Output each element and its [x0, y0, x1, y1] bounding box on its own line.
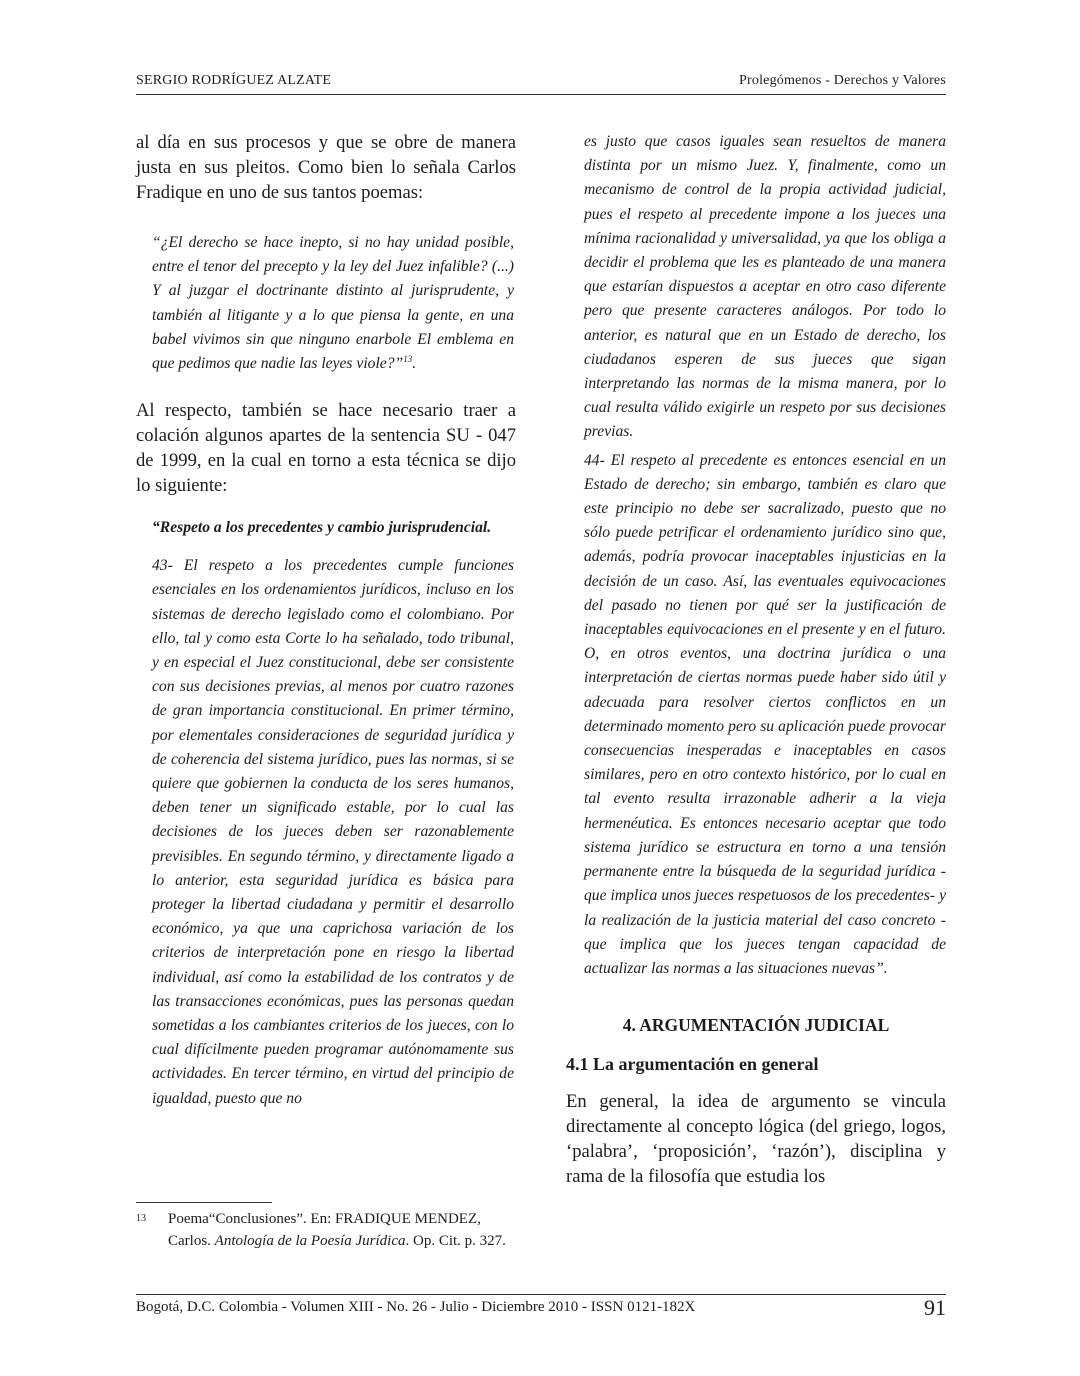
footnote-text	[168, 1208, 516, 1252]
section-title: 4. ARGUMENTACIÓN JUDICIAL	[622, 1015, 890, 1036]
page-number: 91	[924, 1295, 946, 1320]
running-footer	[136, 1294, 946, 1323]
paragraph-sentencia: Al respecto, también se hace necesario traer a colación algunos apartes de la sentencia SU - 047 de 1999, en la cual en torno a esta técnica se dijo lo siguiente:	[136, 400, 516, 497]
footnote-text-end: . Op. Cit. p. 327.	[405, 1233, 506, 1249]
running-header	[136, 70, 946, 95]
quote-paragraph-43-cont: es justo que casos iguales sean resueltos de manera distinta por un mismo Juez. Y, finalmente, como un mecanismo de control de la propia actividad judicial, pues el respeto al precedente impone a los jueces una mínima racionalidad y universalidad, ya que los obliga a decidir el problema que les es planteado de una manera que estarían dispuestos a aceptar en otro caso diferente pero que presente caracteres análogos. Por todo lo anterior, es natural que en un Estado de derecho, los ciudadanos esperen de sus jueces que sigan interpretando las normas de la misma manera, por lo cual resulta válido exigirle un respeto por sus decisiones previas.	[584, 133, 946, 441]
footnote-text-start: Poema“Conclusiones”. En: FRADIQUE MENDEZ, Carlos.	[168, 1211, 481, 1249]
header-author: SERGIO RODRÍGUEZ ALZATE	[136, 73, 332, 88]
poem-quote	[152, 231, 514, 376]
poem-quote-text: “¿El derecho se hace inepto, si no hay unidad posible, entre el tenor del precepto y la ley del Juez infalible? (...) Y al juzgar el doctrinante distinto al jurisprudente, y también al litigante y a lo que piensa la gente, en una babel vivimos sin que ninguno enarbole El emblema en que pedimos que nadie las leyes viole?”	[152, 234, 514, 373]
subsection-title: 4.1 La argumentación en general	[566, 1054, 819, 1075]
quote-heading: “Respeto a los precedentes y cambio jurisprudencial.	[152, 519, 492, 537]
footnote-divider	[136, 1202, 272, 1203]
footer-journal-info: Bogotá, D.C. Colombia - Volumen XIII - No. 26 - Julio - Diciembre 2010 - ISSN 0121-182X	[136, 1299, 696, 1315]
quote-paragraph-43: 43- El respeto a los precedentes cumple funciones esenciales en los ordenamientos jurídicos, incluso en los sistemas de derecho legislado como el colombiano. Por ello, tal y como esta Corte lo ha señalado, todo tribunal, y en especial el Juez constitucional, debe ser consistente con sus decisiones previas, al menos por cuatro razones de gran importancia constitucional. En primer término, por elementales consideraciones de seguridad jurídica y de coherencia del sistema jurídico, pues las normas, si se quiere que gobiernen la conducta de los seres humanos, deben tener un significado estable, por lo cual las decisiones de los jueces deben ser razonablemente previsibles. En segundo término, y directamente ligado a lo anterior, esta seguridad jurídica es básica para proteger la libertad ciudadana y permitir el desarrollo económico, ya que una caprichosa variación de los criterios de interpretación pone en riesgo la libertad individual, así como la estabilidad de los contratos y de las transacciones económicas, pues las personas quedan sometidas a los cambiantes criterios de los jueces, con lo cual difícilmente pueden programar autónomamente sus actividades. En tercer término, en virtud del principio de igualdad, puesto que no	[152, 557, 514, 1107]
paragraph-intro: al día en sus procesos y que se obre de manera justa en sus pleitos. Como bien lo señala Carlos Fradique en uno de sus tantos poemas:	[136, 132, 516, 203]
footnote-number: 13	[136, 1213, 146, 1224]
quote-paragraph-44: 44- El respeto al precedente es entonces esencial en un Estado de derecho; sin embargo, también es claro que este principio no debe ser sacralizado, puesto que no sólo puede petrificar el ordenamiento jurídico sino que, además, podría provocar inaceptables injusticias en la decisión de un caso. Así, las eventuales equivocaciones del pasado no tienen por qué ser la justificación de inaceptables equivocaciones en el presente y en el futuro. O, en otros eventos, una doctrina jurídica o una interpretación de ciertas normas puede haber sido útil y adecuada para resolver ciertos conflictos en un determinado momento pero su aplicación puede provocar consecuencias inesperadas e inaceptables en casos similares, pero en otro contexto histórico, por lo cual en tal evento resulta irrazonable adherir a la vieja hermenéutica. Es entonces necesario aceptar que todo sistema jurídico se estructura en torno a una tensión permanente entre la búsqueda de la seguridad jurídica -que implica unos jueces respetuosos de los precedentes- y la realización de la justicia material del caso concreto -que implica que los jueces tengan capacidad de actualizar las normas a las situaciones nuevas”.	[584, 451, 946, 977]
footnote-book-title: Antología de la Poesía Jurídica	[214, 1233, 406, 1249]
poem-quote-end: .	[412, 355, 417, 373]
left-column	[136, 130, 516, 1111]
paragraph-argumentacion: En general, la idea de argumento se vincula directamente al concepto lógica (del griego, logos, ‘palabra’, ‘proposición’, ‘razón’), disciplina y rama de la filosofía que estudia los	[566, 1091, 946, 1188]
footnote	[136, 1208, 516, 1252]
footnote-ref-13: 13	[403, 353, 413, 364]
header-title: Prolegómenos - Derechos y Valores	[739, 73, 946, 88]
right-column	[566, 130, 946, 1189]
